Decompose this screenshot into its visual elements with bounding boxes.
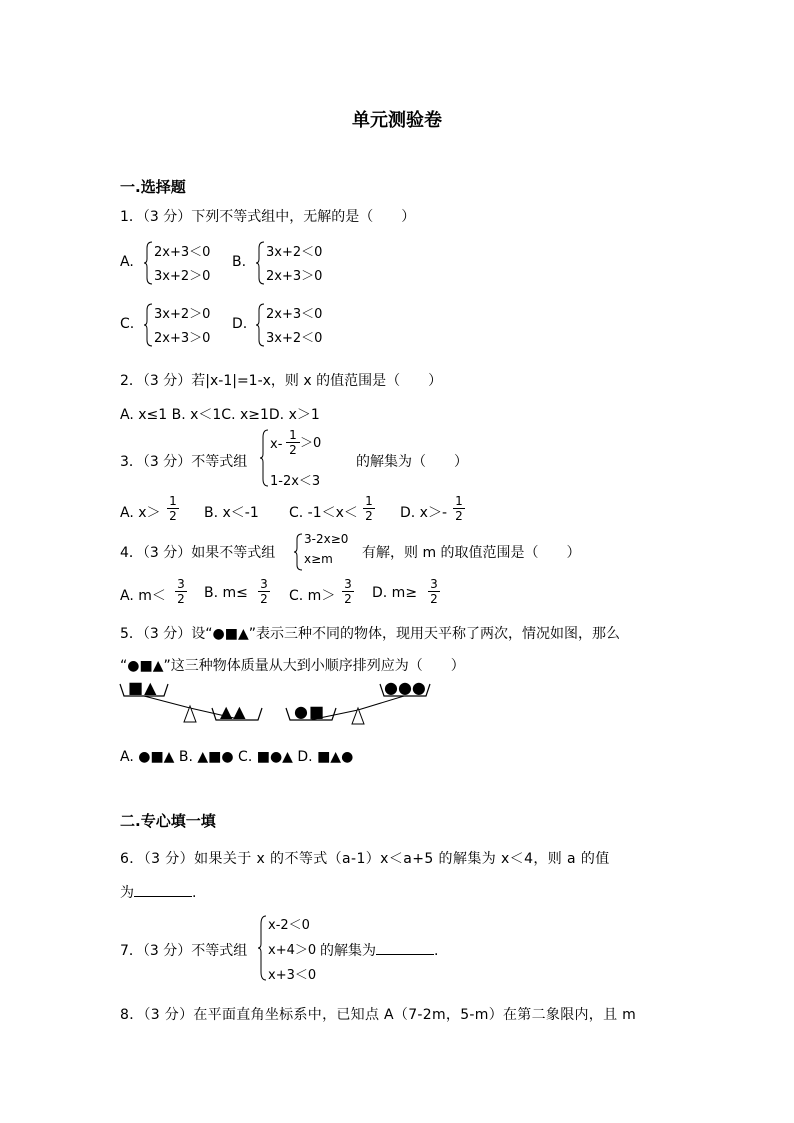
question-5-options: A. ●■▲ B. ▲■● C. ■●▲ D. ■▲●: [120, 749, 354, 765]
q1-option-b-label: B.: [232, 254, 247, 270]
q1-option-c-system: [144, 302, 224, 348]
q3-option-c-fraction: 1 2: [363, 494, 375, 523]
q3-line1-right: ＞0: [300, 436, 322, 451]
q1-a-line1: 2x+3＜0: [154, 245, 211, 260]
q1-c-line2: 2x+3＞0: [154, 331, 211, 346]
q1-c-line1: 3x+2＞0: [154, 307, 211, 322]
question-1-stem: 1．（3 分）下列不等式组中，无解的是（ ）: [120, 209, 416, 225]
q1-option-d-system: [256, 302, 336, 348]
question-3-suffix: 的解集为（ ）: [356, 454, 468, 470]
left-brace-icon: [294, 532, 304, 572]
q4-line2: x≥m: [304, 552, 333, 566]
scale-1-right-pan-objects: ▲▲: [220, 702, 247, 721]
q1-a-line2: 3x+2＞0: [154, 269, 211, 284]
question-6-line2: 为 .: [120, 885, 197, 901]
q4-option-d: D. m≥: [372, 585, 418, 601]
question-5-line2: “●■▲”这三种物体质量从大到小顺序排列应为（ ）: [120, 658, 465, 674]
q3-option-d: D. x＞-: [400, 505, 448, 521]
q4-option-a-fraction: 3 2: [175, 577, 187, 606]
answer-blank[interactable]: [134, 884, 192, 897]
q1-option-c-label: C.: [120, 316, 135, 332]
question-4-prefix: 4．（3 分）如果不等式组: [120, 545, 276, 561]
question-2-stem: 2．（3 分）若|x-1|=1-x，则 x 的值范围是（ ）: [120, 373, 443, 389]
q7-line2: x+4＞0: [268, 943, 317, 958]
question-8-line1: 8．（3 分）在平面直角坐标系中，已知点 A（7-2m，5-m）在第二象限内，且 m: [120, 1007, 637, 1023]
question-4-suffix: 有解，则 m 的取值范围是（ ）: [362, 545, 581, 561]
answer-blank[interactable]: [376, 942, 434, 955]
q4-option-d-fraction: 3 2: [428, 577, 440, 606]
left-brace-icon: [256, 302, 266, 348]
q3-option-a-fraction: 1 2: [167, 494, 179, 523]
question-2-options: A. x≤1 B. x＜1C. x≥1D. x＞1: [120, 407, 320, 423]
q4-option-b: B. m≤: [204, 585, 248, 601]
q4-system: [294, 532, 364, 572]
q1-option-a-system: [144, 240, 224, 286]
left-brace-icon: [260, 428, 270, 488]
q4-option-a: A. m＜: [120, 588, 166, 604]
q7-line3: x+3＜0: [268, 968, 317, 983]
fraction-numerator: 1: [289, 428, 297, 442]
q3-line2: 1-2x＜3: [270, 474, 321, 489]
scale-2-right-pan-objects: ●●●: [384, 678, 426, 697]
question-6-line1: 6．（3 分）如果关于 x 的不等式（a-1）x＜a+5 的解集为 x＜4，则 a 的值: [120, 851, 610, 867]
left-brace-icon: [144, 302, 154, 348]
fraction-denominator: 2: [289, 443, 297, 457]
question-7-prefix: 7．（3 分）不等式组: [120, 943, 248, 959]
q1-b-line2: 2x+3＞0: [266, 269, 323, 284]
question-5-line1: 5．（3 分）设“●■▲”表示三种不同的物体，现用天平称了两次，情况如图，那么: [120, 626, 620, 642]
q1-d-line2: 3x+2＜0: [266, 331, 323, 346]
left-brace-icon: [256, 240, 266, 286]
q3-system: [260, 428, 350, 488]
section-heading-fill: 二.专心填一填: [120, 812, 216, 830]
question-7-suffix: 的解集为 .: [320, 943, 439, 959]
q4-option-c: C. m＞: [289, 588, 336, 604]
q3-option-c: C. -1＜x＜: [289, 505, 358, 521]
q1-option-a-label: A.: [120, 254, 134, 270]
left-brace-icon: [144, 240, 154, 286]
page-title: 单元测验卷: [352, 110, 442, 131]
q3-line1-left: x-: [270, 437, 283, 452]
left-brace-icon: [258, 914, 268, 982]
scale-1-left-pan-objects: ■▲: [128, 678, 158, 697]
q4-line1: 3-2x≥0: [304, 532, 349, 546]
q3-option-b: B. x＜-1: [204, 505, 259, 521]
q3-option-a: A. x＞: [120, 505, 161, 521]
q1-b-line1: 3x+2＜0: [266, 245, 323, 260]
scale-2-left-pan-objects: ●■: [294, 702, 326, 721]
q4-option-c-fraction: 3 2: [342, 577, 354, 606]
q3-line1-fraction: [286, 428, 300, 457]
question-3-prefix: 3．（3 分）不等式组: [120, 454, 248, 470]
section-heading-choice: 一.选择题: [120, 178, 186, 196]
q1-option-b-system: [256, 240, 336, 286]
q3-option-d-fraction: 1 2: [453, 494, 465, 523]
q4-option-b-fraction: 3 2: [258, 577, 270, 606]
q1-option-d-label: D.: [232, 316, 248, 332]
q1-d-line1: 2x+3＜0: [266, 307, 323, 322]
q7-line1: x-2＜0: [268, 918, 310, 933]
